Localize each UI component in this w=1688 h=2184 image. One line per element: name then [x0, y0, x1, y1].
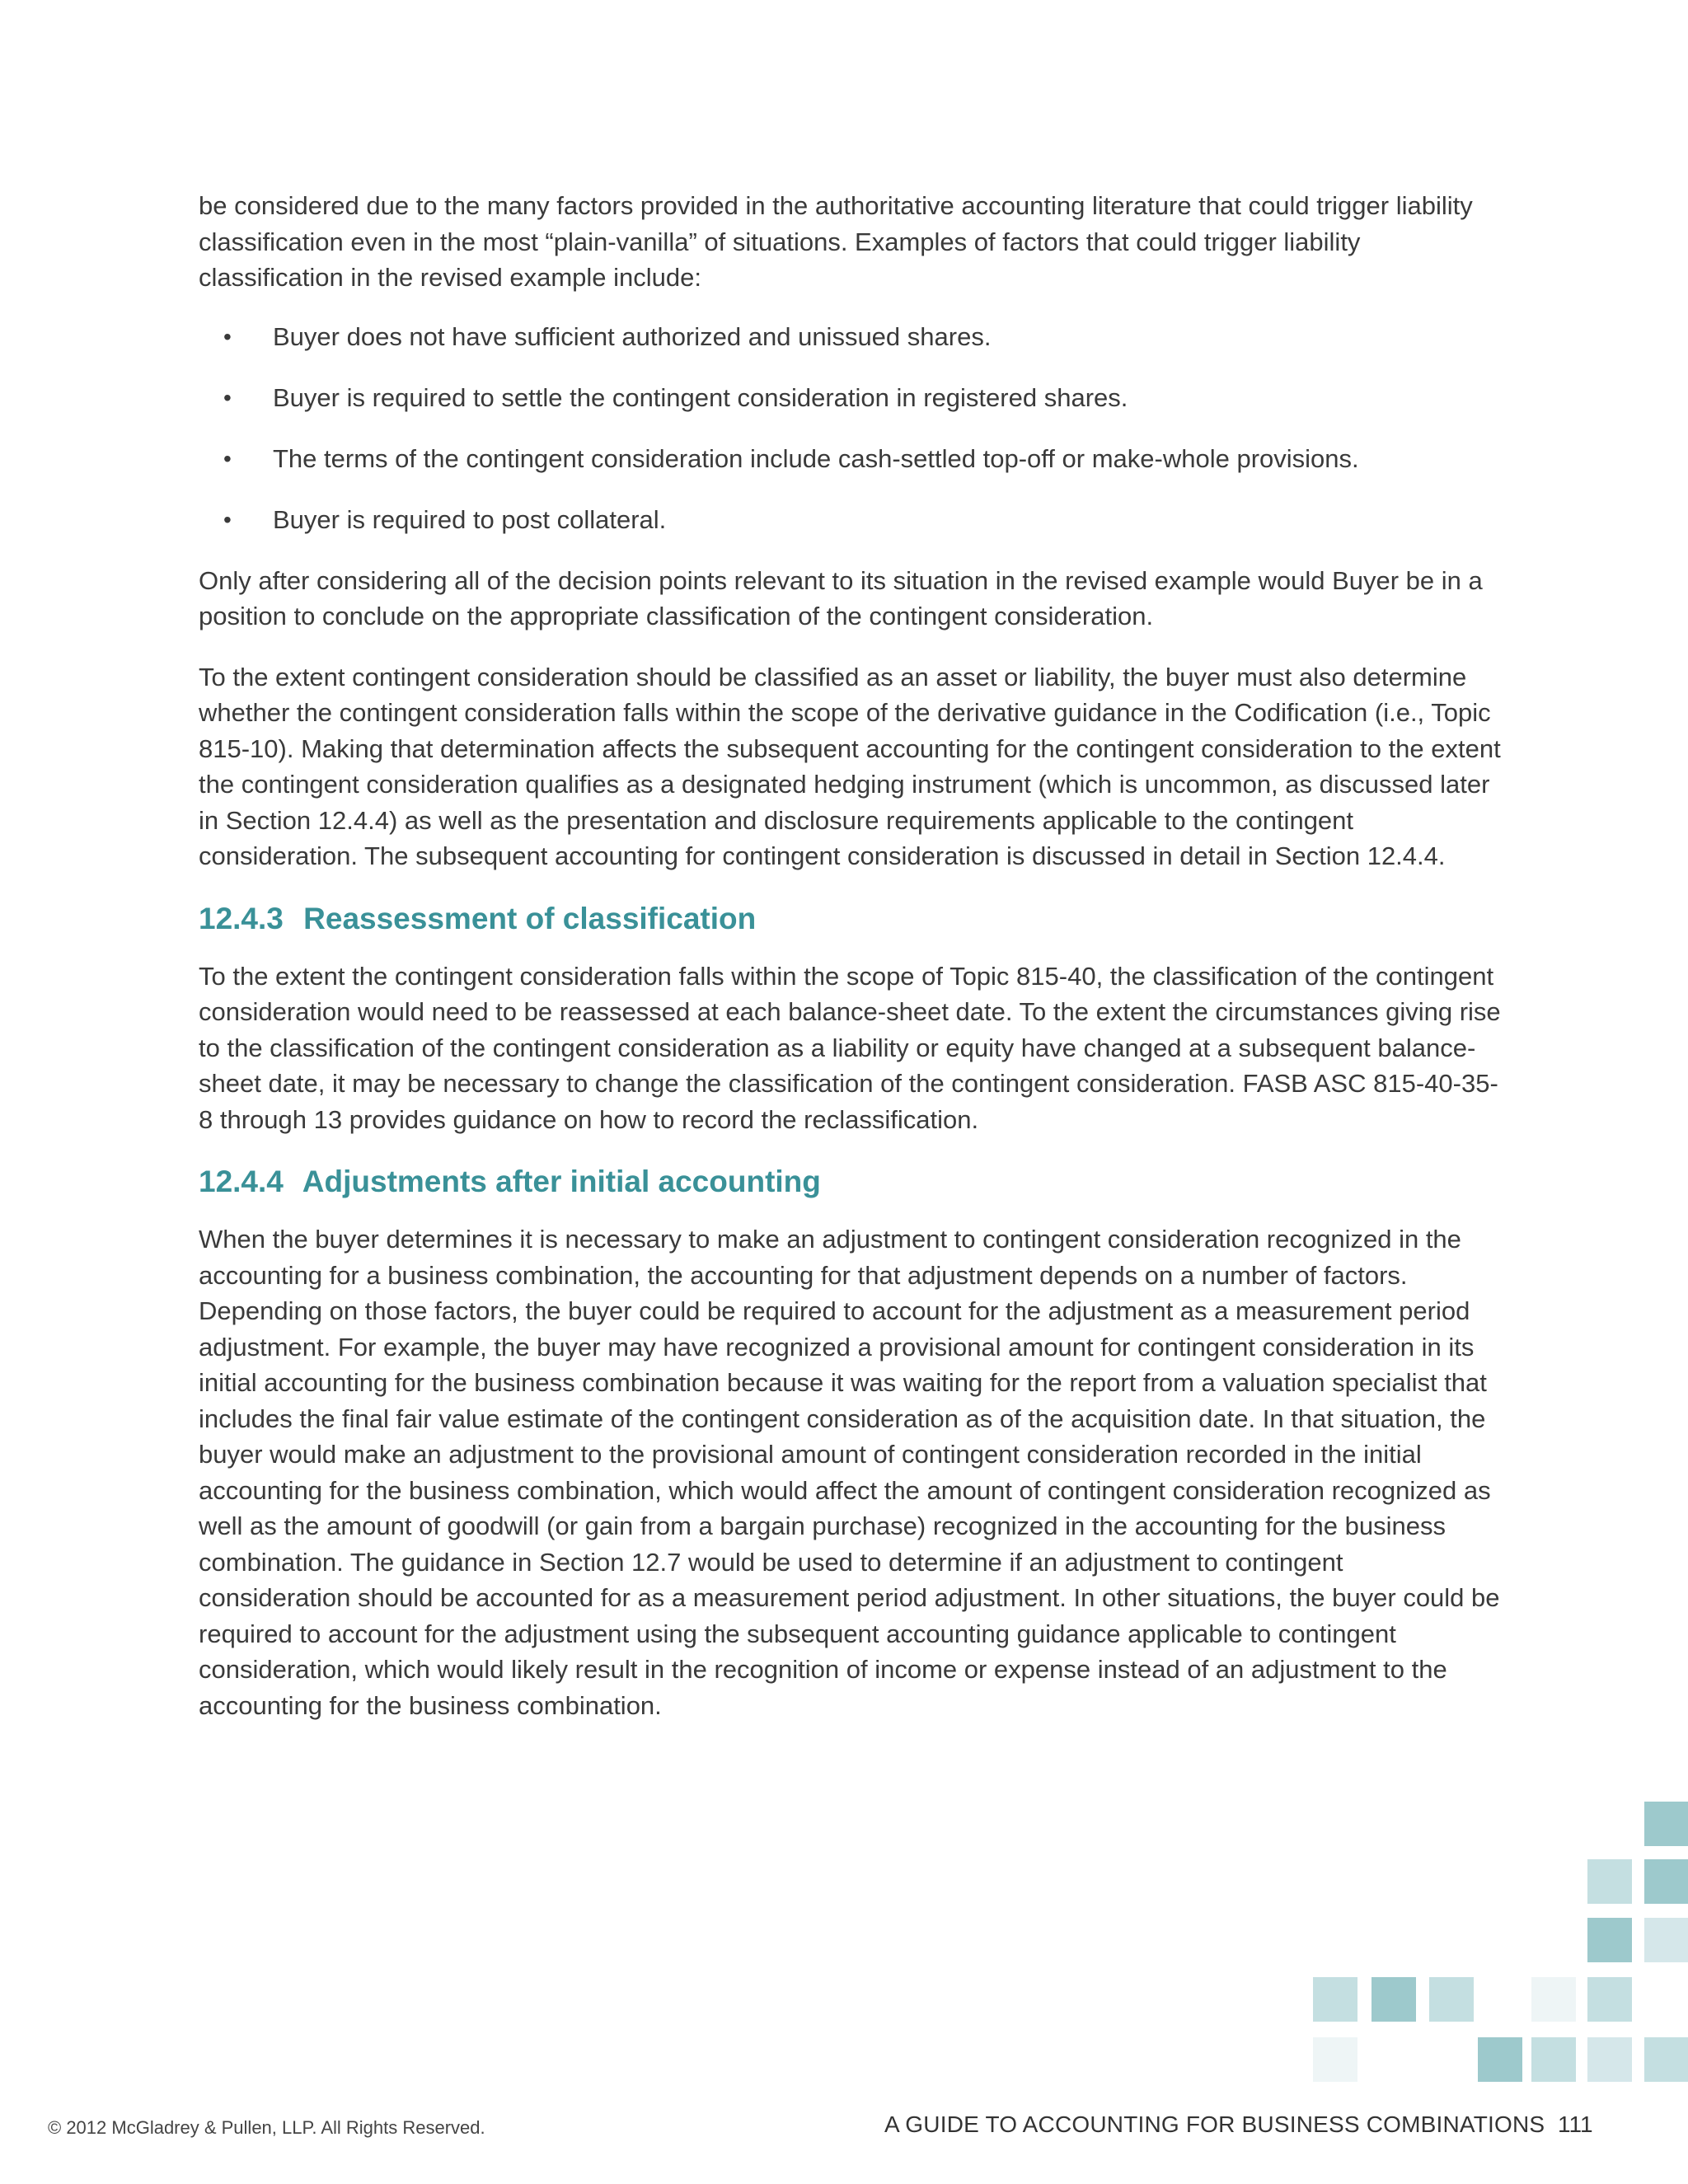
decision-paragraph: Only after considering all of the decision points relevant to its situation in the revised example would Buyer be in a position to conclude on the appropriate classification of the contingent consideration. [199, 565, 1483, 630]
page-content [199, 188, 1501, 1748]
extent-paragraph: To the extent contingent consideration should be classified as an asset or liability, the buyer must also determine whether the contingent consideration falls within the scope of the derivative guidance in the Codification (i.e., Topic 815-10). Making that determination affects the subsequent accounting for the contingent consideration to the extent the contingent consideration qualifies as a designated hedging instrument (which is uncommon, as discussed later in Section 12.4.4) as well as the presentation and disclosure requirements applicable to the contingent consideration. The subsequent accounting for contingent consideration is discussed in detail in Section 12.4.4. [199, 662, 1501, 870]
decorative-tile [1644, 1802, 1688, 1846]
list-item: • Buyer does not have sufficient authorized and unissued shares. [199, 319, 1501, 355]
section-title: Reassessment of classification [303, 901, 757, 935]
bullet-icon: • [223, 323, 232, 349]
list-item: • Buyer is required to post collateral. [199, 502, 1501, 538]
decorative-tile [1531, 1977, 1576, 2022]
reassessment-paragraph: To the extent the contingent consideration falls within the scope of Topic 815-40, the classification of the contingent consideration would need to be reassessed at each balance-sheet date. To the extent the circumstances giving rise to the classification of the contingent consideration as a liability or equity have changed at a subsequent balance-sheet date, it may be necessary to change the classification of the contingent consideration. FASB ASC 815-40-35-8 through 13 provides guidance on how to record the reclassification. [199, 961, 1501, 1134]
decorative-tile [1587, 1977, 1632, 2022]
adjustments-paragraph: When the buyer determines it is necessary to make an adjustment to contingent consideration recognized in the accounting for a business combination, the accounting for that adjustment depends on a number of factors. Depending on those factors, the buyer could be required to account for the adjustment as a measurement period adjustment. For example, the buyer may have recognized a provisional amount for contingent consideration in its initial accounting for the business combination because it was waiting for the report from a valuation specialist that includes the final fair value estimate of the contingent consideration as of the acquisition date. In that situation, the buyer would make an adjustment to the provisional amount of contingent consideration recorded in the initial accounting for the business combination, which would affect the amount of contingent consideration recognized as well as the amount of goodwill (or gain from a bargain purchase) recognized in the accounting for the business combination. The guidance in Section 12.7 would be used to determine if an adjustment to contingent consideration should be accounted for as a measurement period adjustment. In other situations, the buyer could be required to account for the adjustment using the subsequent accounting guidance applicable to contingent consideration, which would likely result in the recognition of income or expense instead of an adjustment to the accounting for the business combination. [199, 1225, 1500, 1720]
section-heading-12-4-4 [199, 1162, 1501, 1202]
decorative-tile [1644, 2037, 1688, 2082]
bullet-icon: • [223, 506, 232, 532]
page-number: 111 [1558, 2111, 1593, 2137]
running-title: A GUIDE TO ACCOUNTING FOR BUSINESS COMBINATIONS [884, 2111, 1545, 2137]
list-item: • The terms of the contingent consideration include cash-settled top-off or make-whole provisions. [199, 441, 1501, 477]
decorative-tile [1644, 1918, 1688, 1962]
decorative-tile [1478, 2037, 1522, 2082]
decorative-tile [1587, 1918, 1632, 1962]
decorative-tile [1429, 1977, 1474, 2022]
decorative-tile [1372, 1977, 1416, 2022]
section-number: 12.4.4 [199, 1165, 284, 1198]
decorative-tile [1587, 2037, 1632, 2082]
section-heading-12-4-3 [199, 899, 1501, 939]
list-item: • Buyer is required to settle the contingent consideration in registered shares. [199, 380, 1501, 416]
bullet-icon: • [223, 384, 232, 410]
decorative-tile [1313, 2037, 1357, 2082]
decorative-tile [1587, 1859, 1632, 1904]
factor-list [199, 319, 1501, 538]
copyright-notice: © 2012 McGladrey & Pullen, LLP. All Rights Reserved. [48, 2117, 485, 2138]
decorative-tile [1531, 2037, 1576, 2082]
section-title: Adjustments after initial accounting [302, 1165, 821, 1198]
section-number: 12.4.3 [199, 901, 284, 935]
intro-paragraph: be considered due to the many factors provided in the authoritative accounting literature that could trigger liability classification even in the most “plain-vanilla” of situations. Examples of factors that could trigger liability classification in the revised example include: [199, 191, 1473, 292]
decorative-tile [1313, 1977, 1357, 2022]
bullet-icon: • [223, 445, 232, 471]
decorative-tile [1644, 1859, 1688, 1904]
